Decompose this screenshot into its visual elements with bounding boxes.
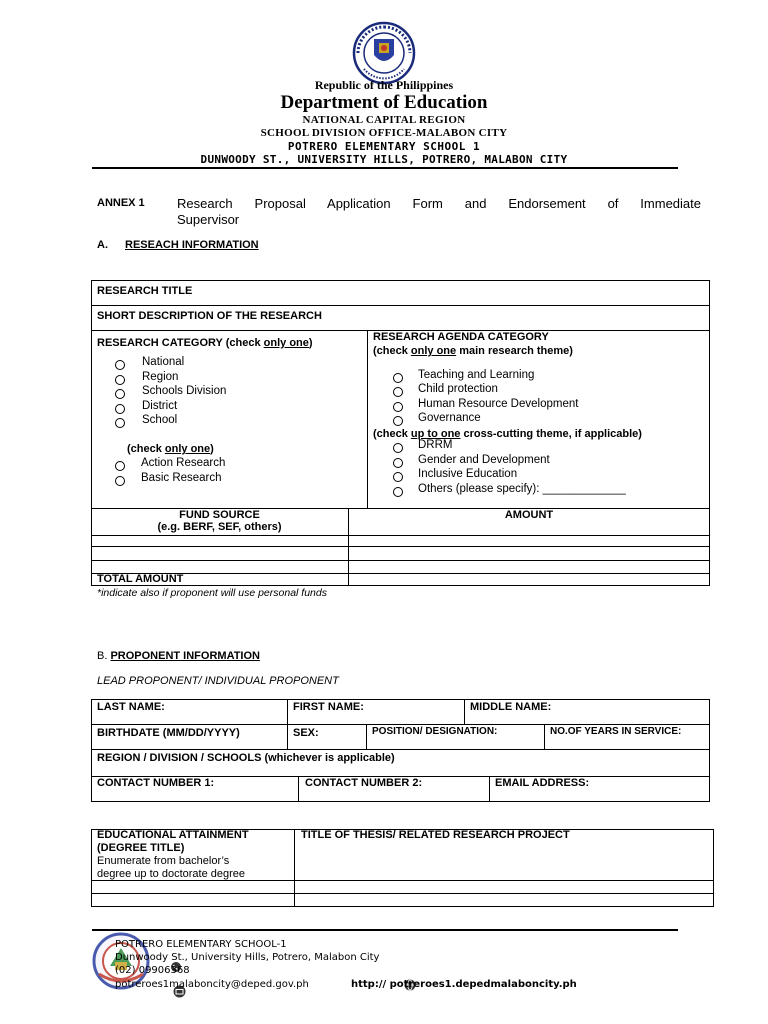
- annex-label: ANNEX 1: [97, 197, 145, 209]
- email-field[interactable]: [580, 789, 705, 800]
- footer-website[interactable]: http:// potreroes1.depedmalaboncity.ph: [351, 979, 577, 990]
- footer-phone: (02) 09906368: [115, 965, 190, 976]
- degree-cell-1[interactable]: [92, 881, 293, 892]
- footer-divider: [92, 929, 678, 931]
- radio-schools-division[interactable]: [115, 389, 125, 399]
- contact1-field[interactable]: [200, 789, 293, 800]
- school-text: POTRERO ELEMENTARY SCHOOL 1: [287, 140, 481, 153]
- radio-action-research[interactable]: [115, 461, 125, 471]
- fund-source-example: (e.g. BERF, SEF, others): [157, 521, 282, 533]
- contact1-label: CONTACT NUMBER 1:: [97, 777, 215, 789]
- position-label: POSITION/ DESIGNATION:: [372, 726, 498, 737]
- region-division-field[interactable]: [440, 762, 705, 774]
- first-name-field[interactable]: [375, 712, 460, 723]
- amount-header: AMOUNT: [504, 509, 554, 521]
- radio-drrm[interactable]: [393, 443, 403, 453]
- section-b-heading: B. PROPONENT INFORMATION: [97, 650, 260, 662]
- option-national: National: [142, 356, 185, 368]
- last-name-label: LAST NAME:: [97, 701, 165, 713]
- annex-title-line1: Research Proposal Application Form and Endorsement of Immediate: [177, 196, 701, 211]
- department-title: Department of Education: [280, 92, 488, 113]
- fund-source-cell-1[interactable]: [92, 536, 347, 546]
- radio-teaching-learning[interactable]: [393, 373, 403, 383]
- footer-address: Dunwoody St., University Hills, Potrero, Malabon City: [115, 952, 380, 963]
- amount-cell-2[interactable]: [349, 547, 709, 559]
- deped-seal-icon: [352, 21, 416, 85]
- address-text: DUNWOODY ST., UNIVERSITY HILLS, POTRERO, MALABON CITY: [200, 153, 568, 166]
- email-label: EMAIL ADDRESS:: [495, 777, 590, 789]
- edu-attainment-label: EDUCATIONAL ATTAINMENT: [97, 829, 249, 841]
- footer-email[interactable]: potreroes1malaboncity@deped.gov.ph: [115, 979, 309, 990]
- short-description-label: SHORT DESCRIPTION OF THE RESEARCH: [97, 310, 322, 322]
- option-region: Region: [142, 371, 179, 383]
- total-amount-cell[interactable]: [349, 574, 709, 585]
- cross-cutting-label: (check up to one cross-cutting theme, if applicable): [373, 428, 642, 440]
- birthdate-label: BIRTHDATE (MM/DD/YYYY): [97, 727, 240, 739]
- research-title-field[interactable]: [340, 282, 700, 302]
- amount-cell-3[interactable]: [349, 561, 709, 573]
- republic-text: Republic of the Philippines: [314, 78, 454, 92]
- radio-basic-research[interactable]: [115, 476, 125, 486]
- sex-field[interactable]: [325, 737, 363, 748]
- region-text: NATIONAL CAPITAL REGION: [302, 114, 466, 126]
- research-title-label: RESEARCH TITLE: [97, 285, 193, 297]
- radio-region[interactable]: [115, 375, 125, 385]
- thesis-cell-2[interactable]: [295, 894, 713, 906]
- radio-gender-development[interactable]: [393, 458, 403, 468]
- contact2-label: CONTACT NUMBER 2:: [305, 777, 423, 789]
- radio-others[interactable]: [393, 487, 403, 497]
- radio-district[interactable]: [115, 404, 125, 414]
- middle-name-label: MIDDLE NAME:: [470, 701, 552, 713]
- sex-label: SEX:: [293, 727, 319, 739]
- option-hr-development: Human Resource Development: [418, 398, 579, 410]
- degree-cell-2[interactable]: [92, 894, 293, 906]
- annex-title-line2: Supervisor: [177, 212, 240, 227]
- fund-source-cell-3[interactable]: [92, 561, 347, 573]
- middle-name-field[interactable]: [565, 712, 705, 723]
- radio-inclusive-education[interactable]: [393, 472, 403, 482]
- division-text: SCHOOL DIVISION OFFICE-MALABON CITY: [260, 127, 508, 139]
- region-division-label: REGION / DIVISION / SCHOOLS (whichever is applicable): [97, 752, 395, 764]
- option-governance: Governance: [418, 412, 481, 424]
- contact2-field[interactable]: [405, 789, 485, 800]
- option-school: School: [142, 414, 178, 426]
- section-a-title: RESEACH INFORMATION: [125, 239, 259, 251]
- option-basic-research: Basic Research: [141, 472, 222, 484]
- radio-governance[interactable]: [393, 416, 403, 426]
- type-check-label: (check only one): [127, 443, 214, 455]
- years-service-label: NO.OF YEARS IN SERVICE:: [550, 726, 682, 737]
- radio-hr-development[interactable]: [393, 402, 403, 412]
- last-name-field[interactable]: [170, 712, 282, 723]
- header-divider: [92, 167, 678, 169]
- personal-funds-note: *indicate also if proponent will use personal funds: [97, 587, 327, 599]
- option-gender-development: Gender and Development: [418, 454, 550, 466]
- option-district: District: [142, 400, 178, 412]
- fund-source-cell-2[interactable]: [92, 547, 347, 559]
- agenda-check-label: (check only one main research theme): [373, 345, 573, 357]
- radio-national[interactable]: [115, 360, 125, 370]
- option-drrm: DRRM: [418, 439, 453, 451]
- enumerate-line1: Enumerate from bachelor’s: [97, 855, 230, 867]
- agenda-category-label: RESEARCH AGENDA CATEGORY: [373, 331, 549, 343]
- radio-child-protection[interactable]: [393, 387, 403, 397]
- research-category-label: RESEARCH CATEGORY (check only one): [97, 337, 313, 349]
- option-teaching-learning: Teaching and Learning: [418, 369, 535, 381]
- thesis-title-label: TITLE OF THESIS/ RELATED RESEARCH PROJECT: [301, 829, 570, 841]
- option-inclusive-education: Inclusive Education: [418, 468, 518, 480]
- degree-title-label: (DEGREE TITLE): [97, 842, 185, 854]
- option-others: Others (please specify): _____________: [418, 483, 626, 495]
- footer-school: POTRERO ELEMENTARY SCHOOL-1: [115, 939, 287, 950]
- lead-proponent-subtitle: LEAD PROPONENT/ INDIVIDUAL PROPONENT: [97, 675, 339, 687]
- enumerate-line2: degree up to doctorate degree: [97, 868, 246, 880]
- section-a-letter: A.: [97, 239, 108, 251]
- option-schools-division: Schools Division: [142, 385, 227, 397]
- first-name-label: FIRST NAME:: [293, 701, 364, 713]
- amount-cell-1[interactable]: [349, 536, 709, 546]
- short-description-field[interactable]: [360, 307, 700, 327]
- fund-source-header: FUND SOURCE: [179, 509, 260, 521]
- option-child-protection: Child protection: [418, 383, 498, 395]
- total-amount-label: TOTAL AMOUNT: [97, 573, 184, 585]
- thesis-cell-1[interactable]: [295, 881, 713, 892]
- option-action-research: Action Research: [141, 457, 226, 469]
- radio-school[interactable]: [115, 418, 125, 428]
